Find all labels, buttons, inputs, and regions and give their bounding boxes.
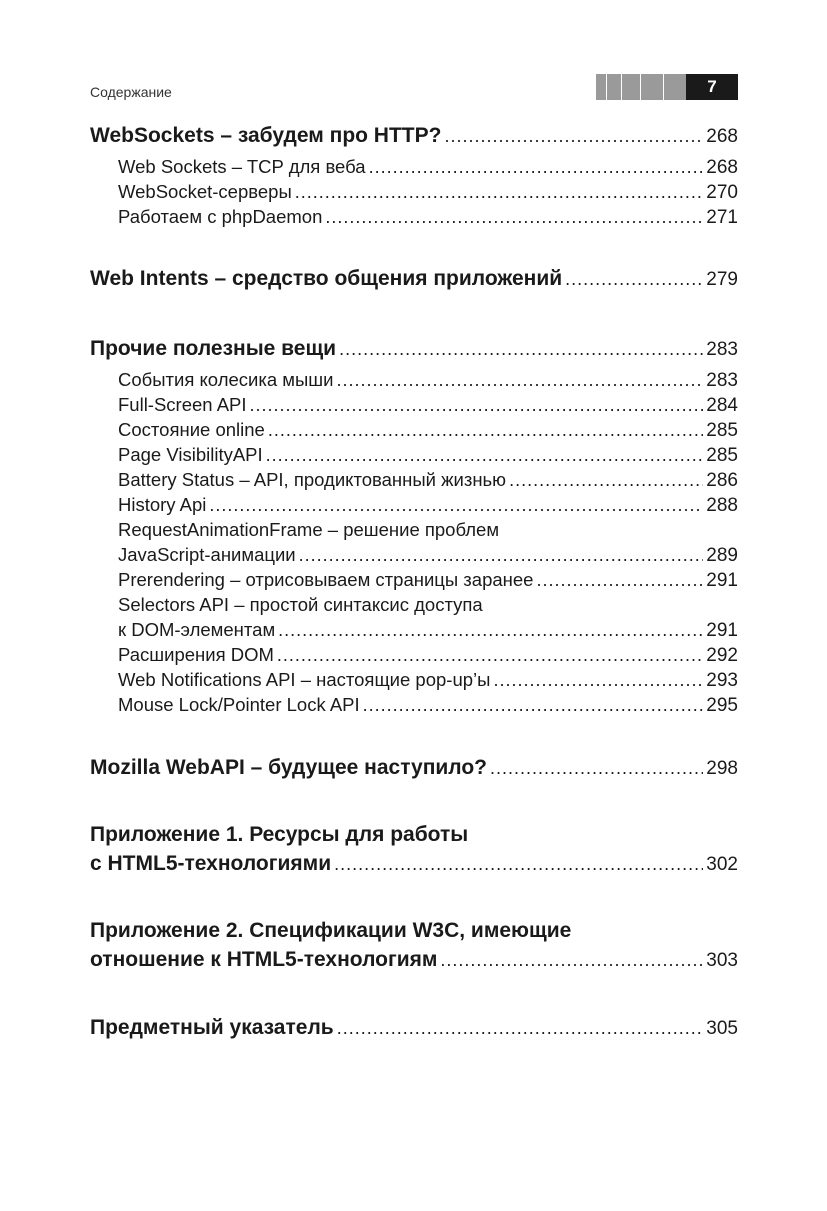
dot-leader [209, 495, 703, 516]
dot-leader [490, 758, 703, 779]
toc-entry-misc[interactable] [90, 337, 738, 361]
toc-entry-title: RequestAnimationFrame – решение проблем [118, 519, 500, 540]
toc-entry-page: 286 [706, 470, 738, 491]
toc-entry-title: WebSockets – забудем про HTTP? [90, 124, 442, 147]
dot-leader [266, 445, 704, 466]
toc-entry-misc-raf-line1[interactable] [118, 519, 738, 541]
toc-entry-title: Page VisibilityAPI [118, 444, 263, 465]
dot-leader [336, 370, 703, 391]
page-number-badge: 7 [686, 74, 738, 100]
dot-leader [565, 269, 703, 290]
toc-entry-title: отношение к HTML5-технологиям [90, 948, 438, 971]
toc-entry-title: WebSocket-серверы [118, 181, 292, 202]
toc-entry-page: 289 [706, 545, 738, 566]
toc-entry-title: Battery Status – API, продиктованный жизнью [118, 469, 507, 490]
toc-entry-misc-battery[interactable] [118, 469, 738, 492]
toc-entry-page: 288 [706, 495, 738, 516]
toc-entry-app2-line1[interactable] [90, 919, 738, 943]
toc-entry-page: 292 [706, 645, 738, 666]
toc-entry-page: 285 [706, 445, 738, 466]
toc-entry-page: 285 [706, 420, 738, 441]
toc-entry-page: 293 [706, 670, 738, 691]
toc-entry-misc-visibility[interactable] [118, 444, 738, 467]
dot-leader [278, 620, 703, 641]
toc-entry-title: Web Notifications API – настоящие pop-up’ы [118, 669, 491, 690]
dot-leader [277, 645, 703, 666]
toc-entry-misc-wheel[interactable] [118, 369, 738, 392]
dot-leader [295, 182, 704, 203]
toc-entry-page: 283 [706, 370, 738, 391]
toc-entry-ws-tcp[interactable] [118, 156, 738, 179]
toc-entry-page: 303 [706, 950, 738, 971]
dot-leader [509, 470, 703, 491]
toc-entry-misc-fullscreen[interactable] [118, 394, 738, 417]
dot-leader [339, 339, 703, 360]
dot-leader [334, 854, 703, 875]
toc-entry-title: Prerendering – отрисовываем страницы заранее [118, 569, 534, 590]
toc-entry-page: 302 [706, 854, 738, 875]
dot-leader [268, 420, 703, 441]
toc-entry-web-intents[interactable] [90, 267, 738, 291]
toc-entry-misc-mouselock[interactable] [118, 694, 738, 717]
toc-entry-mozilla[interactable] [90, 756, 738, 780]
header-decoration-bars [596, 74, 689, 100]
toc-entry-title: Mouse Lock/Pointer Lock API [118, 694, 360, 715]
dot-leader [493, 670, 703, 691]
toc-entry-title: Расширения DOM [118, 644, 274, 665]
dot-leader [299, 545, 704, 566]
dot-leader [369, 157, 704, 178]
toc-entry-misc-history[interactable] [118, 494, 738, 517]
toc-entry-page: 270 [706, 182, 738, 203]
toc-entry-title: Full-Screen API [118, 394, 247, 415]
toc-entry-page: 268 [706, 157, 738, 178]
toc-entry-app1-line1[interactable] [90, 823, 738, 847]
dot-leader [444, 126, 703, 147]
toc-entry-title: Web Intents – средство общения приложений [90, 267, 563, 290]
dot-leader [325, 207, 703, 228]
toc-entry-misc-selectors-line2[interactable] [118, 619, 738, 642]
toc-entry-websockets[interactable] [90, 124, 738, 148]
toc-entry-misc-prerender[interactable] [118, 569, 738, 592]
toc-entry-page: 298 [706, 758, 738, 779]
toc-entry-title: History Api [118, 494, 207, 515]
toc-entry-title: с HTML5-технологиями [90, 852, 332, 875]
toc-entry-page: 268 [706, 126, 738, 147]
toc-entry-misc-raf-line2[interactable] [118, 544, 738, 567]
toc-entry-page: 291 [706, 570, 738, 591]
toc-entry-page: 283 [706, 339, 738, 360]
toc-entry-title: Mozilla WebAPI – будущее наступило? [90, 756, 488, 779]
toc-entry-page: 295 [706, 695, 738, 716]
toc-entry-app2-line2[interactable] [90, 948, 738, 972]
toc-entry-title: Приложение 1. Ресурсы для работы [90, 823, 469, 846]
toc-entry-page: 291 [706, 620, 738, 641]
toc-entry-misc-selectors-line1[interactable] [118, 594, 738, 616]
toc-entry-title: JavaScript-анимации [118, 544, 296, 565]
toc-entry-ws-phpdaemon[interactable] [118, 206, 738, 229]
running-head: Содержание [90, 84, 172, 100]
toc-entry-title: Прочие полезные вещи [90, 337, 337, 360]
toc-entry-index[interactable] [90, 1016, 738, 1040]
dot-leader [363, 695, 704, 716]
toc-entry-page: 305 [706, 1018, 738, 1039]
toc-entry-title: Предметный указатель [90, 1016, 334, 1039]
toc-entry-app1-line2[interactable] [90, 852, 738, 876]
toc-entry-title: к DOM-элементам [118, 619, 276, 640]
toc-entry-misc-notifications[interactable] [118, 669, 738, 692]
toc-entry-ws-servers[interactable] [118, 181, 738, 204]
toc-entry-title: Приложение 2. Спецификации W3C, имеющие [90, 919, 572, 942]
dot-leader [440, 950, 703, 971]
dot-leader [250, 395, 704, 416]
toc-entry-title: Состояние online [118, 419, 265, 440]
toc-entry-title: Web Sockets – TCP для веба [118, 156, 366, 177]
toc-entry-misc-online[interactable] [118, 419, 738, 442]
toc-entry-page: 279 [706, 269, 738, 290]
toc-entry-title: События колесика мыши [118, 369, 334, 390]
dot-leader [337, 1018, 704, 1039]
dot-leader [536, 570, 703, 591]
toc-entry-title: Selectors API – простой синтаксис доступа [118, 594, 483, 615]
toc-entry-page: 271 [706, 207, 738, 228]
toc-entry-title: Работаем с phpDaemon [118, 206, 323, 227]
toc-entry-page: 284 [706, 395, 738, 416]
toc-entry-misc-dom-ext[interactable] [118, 644, 738, 667]
